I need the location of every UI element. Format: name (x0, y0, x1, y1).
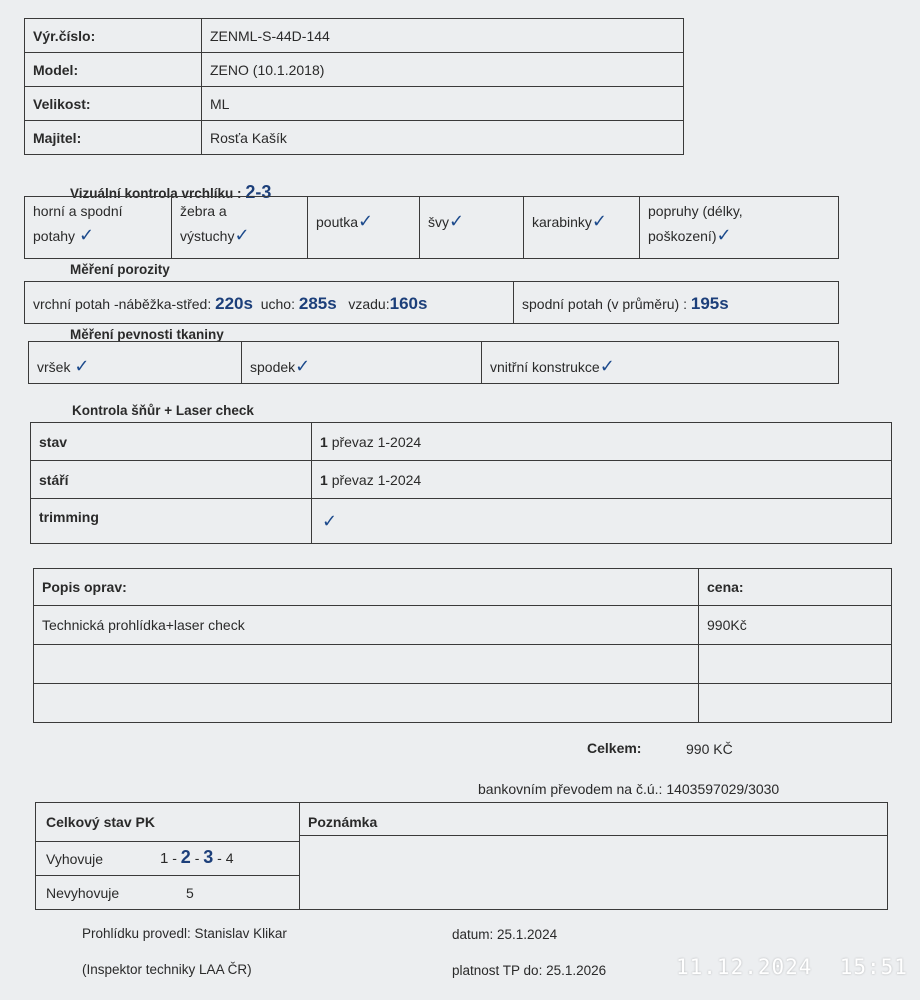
visual-check-box (24, 196, 839, 259)
check-icon: ✓ (449, 211, 465, 231)
lines-row-value (312, 499, 892, 544)
porosity-vzadu-label: vzadu: (348, 296, 390, 312)
info-row (25, 87, 684, 121)
check-icon: ✓ (295, 356, 311, 376)
table-row (34, 606, 892, 645)
table-row (31, 461, 892, 499)
table-row (31, 499, 892, 544)
visual-item-label: popruhy (délky, (648, 203, 743, 219)
strength-item-label: vršek (37, 359, 71, 375)
strength-item (29, 342, 241, 383)
validity: platnost TP do: 25.1.2026 (452, 963, 607, 978)
repair-price (699, 645, 892, 684)
strength-title: Měření pevnosti tkaniny (70, 327, 224, 342)
info-row (25, 53, 684, 87)
lines-row-label: trimming (31, 499, 312, 544)
visual-item (419, 197, 523, 258)
repair-desc: Technická prohlídka+laser check (34, 606, 699, 645)
visual-item-label: výstuchy (180, 228, 235, 244)
info-label: Model: (25, 53, 202, 87)
porosity-top-value: 220s (215, 294, 253, 313)
note-header: Poznámka (308, 814, 378, 830)
strength-box (28, 341, 839, 384)
overall-state (36, 803, 300, 909)
inspector: Prohlídku provedl: Stanislav Klikar (82, 926, 287, 941)
porosity-vzadu-value: 160s (389, 294, 428, 313)
check-icon: ✓ (78, 225, 95, 245)
device-info-table (24, 18, 684, 155)
repair-desc (34, 684, 699, 723)
porosity-bottom (513, 282, 838, 323)
check-icon: ✓ (591, 211, 608, 231)
lines-check-table (30, 422, 892, 544)
lines-row-number: 1 (320, 433, 328, 450)
check-icon: ✓ (322, 510, 338, 531)
scale-item: 4 (225, 850, 234, 866)
lines-row-label: stav (31, 423, 312, 461)
info-value: Rosťa Kašík (202, 121, 684, 155)
lines-row-label: stáří (31, 461, 312, 499)
scale-dash: - (217, 850, 222, 866)
porosity-ucho-value: 285s (298, 294, 337, 313)
visual-item-label: karabinky (532, 214, 592, 230)
visual-check-label: Vizuální kontrola vrchlíku : (70, 186, 242, 201)
table-row (34, 645, 892, 684)
total-label: Celkem: (587, 740, 642, 756)
table-row (34, 569, 892, 606)
check-icon: ✓ (599, 356, 615, 376)
visual-check-score: 2-3 (245, 182, 272, 202)
check-icon: ✓ (358, 211, 374, 231)
porosity-top-label: vrchní potah -náběžka-střed: (33, 296, 212, 312)
info-row (25, 121, 684, 155)
lines-row-number: 1 (320, 471, 328, 488)
scale-dash: - (172, 850, 177, 866)
check-icon: ✓ (74, 356, 90, 376)
info-value: ZENO (10.1.2018) (202, 53, 684, 87)
scale-item: 2 (180, 847, 191, 867)
lines-row-value (312, 423, 892, 461)
scale-dash: - (194, 850, 200, 866)
table-row (31, 423, 892, 461)
repairs-header-price: cena: (699, 569, 892, 606)
strength-item-label: spodek (250, 359, 296, 375)
porosity-top (25, 282, 513, 323)
ok-label: Vyhovuje (46, 851, 104, 867)
info-label: Výr.číslo: (25, 19, 202, 53)
info-label: Majitel: (25, 121, 202, 155)
visual-item (639, 197, 838, 258)
photo-timestamp (676, 955, 908, 979)
overall-box (35, 802, 888, 910)
timestamp-date: 11.12.2024 (676, 955, 813, 979)
timestamp-time: 15:51 (839, 955, 908, 979)
visual-item-label: potahy (33, 228, 76, 244)
scale-item: 3 (203, 847, 214, 867)
strength-item (481, 342, 838, 383)
visual-item-label: švy (428, 214, 449, 230)
payment-info: bankovním převodem na č.ú.: 1403597029/3030 (478, 781, 780, 797)
porosity-box (24, 281, 839, 324)
visual-item-label: poškození) (648, 228, 717, 244)
check-icon: ✓ (716, 225, 732, 245)
visual-item (523, 197, 639, 258)
visual-item-label: horní a spodní (33, 203, 123, 219)
visual-item (171, 197, 307, 258)
lines-check-title: Kontrola šňůr + Laser check (72, 403, 254, 418)
porosity-ucho-label: ucho: (260, 296, 295, 312)
repairs-header-desc: Popis oprav: (34, 569, 699, 606)
visual-item-label: žebra a (180, 203, 227, 219)
scale-item: 1 (160, 850, 169, 867)
strength-item (241, 342, 481, 383)
inspection-date: datum: 25.1.2024 (452, 927, 558, 942)
lines-row-value (312, 461, 892, 499)
info-row (25, 19, 684, 53)
strength-item-label: vnitřní konstrukce (490, 359, 600, 375)
total-value: 990 KČ (686, 741, 733, 757)
visual-item (307, 197, 419, 258)
ok-scale (160, 847, 234, 868)
check-icon: ✓ (234, 225, 250, 245)
nok-value: 5 (186, 885, 194, 901)
table-row (34, 684, 892, 723)
overall-header: Celkový stav PK (46, 814, 155, 830)
lines-row-text: převaz 1-2024 (331, 471, 422, 488)
info-value: ZENML-S-44D-144 (202, 19, 684, 53)
info-value: ML (202, 87, 684, 121)
info-label: Velikost: (25, 87, 202, 121)
nok-label: Nevyhovuje (46, 885, 120, 901)
inspector-role: (Inspektor techniky LAA ČR) (82, 962, 252, 977)
visual-item (25, 197, 171, 258)
visual-item-label: poutka (316, 214, 359, 230)
porosity-bottom-label: spodní potah (v průměru) : (522, 296, 687, 312)
porosity-bottom-value: 195s (690, 294, 729, 313)
repair-desc (34, 645, 699, 684)
repairs-table (33, 568, 892, 723)
repair-price: 990Kč (699, 606, 892, 645)
lines-row-text: převaz 1-2024 (331, 433, 422, 450)
repair-price (699, 684, 892, 723)
porosity-title: Měření porozity (70, 262, 170, 277)
